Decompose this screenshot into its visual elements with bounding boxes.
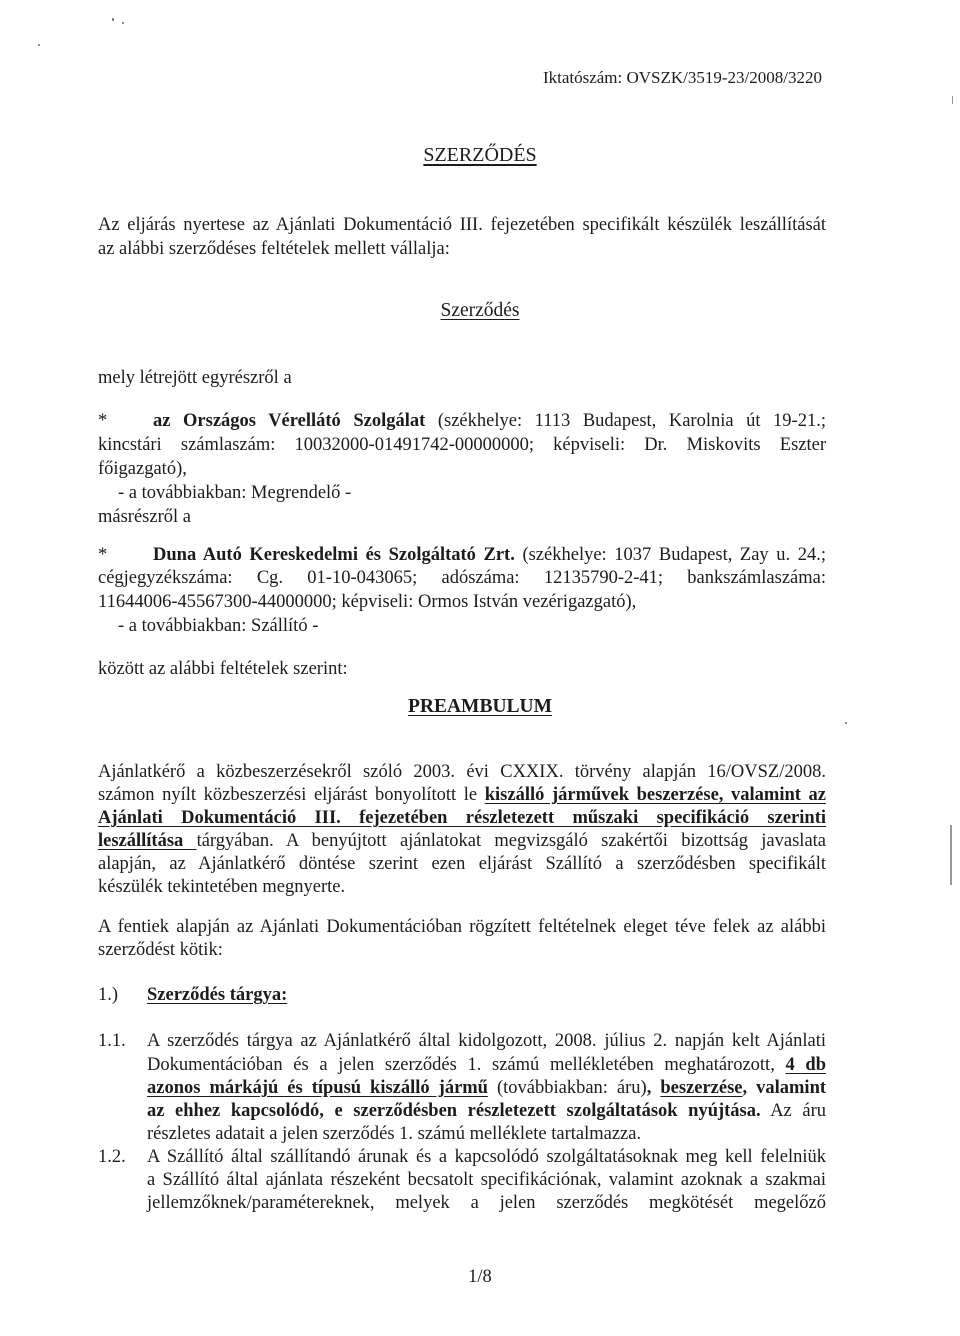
page-number: 1/8 bbox=[468, 1267, 492, 1287]
procurement-subject-end: leszállítása bbox=[98, 831, 197, 851]
party2-line-3: 11644006-45567300-44000000; képviseli: Ormos István vezérigazgató), bbox=[98, 592, 637, 612]
scan-speck bbox=[38, 44, 40, 46]
party1-name: az Országos Vérellátó Szolgálat bbox=[153, 411, 426, 431]
party1-line-1 bbox=[153, 409, 826, 433]
party1-line-2: kincstári számlaszám: 10032000-01491742-00000000; képviseli: Dr. Miskovits Eszter bbox=[98, 435, 826, 455]
scan-speck bbox=[112, 18, 114, 21]
preamble-text: számon nyílt közbeszerzési eljárást bonyolított le bbox=[98, 785, 485, 805]
intro-line-2: az alábbi szerződéses feltételek mellett vállalja: bbox=[98, 239, 450, 259]
section1-number: 1.) bbox=[98, 985, 119, 1005]
party2-bullet: * bbox=[98, 545, 108, 565]
party2-name: Duna Autó Kereskedelmi és Szolgáltató Zrt. bbox=[153, 545, 515, 565]
clause-1-1-line-2 bbox=[147, 1053, 826, 1077]
party1-line-3: főigazgató), bbox=[98, 459, 187, 479]
procurement-subject: kiszálló járművek beszerzése, valamint az bbox=[484, 785, 826, 805]
document-title: SZERZŐDÉS bbox=[423, 144, 537, 166]
quantity: 4 db bbox=[785, 1055, 827, 1075]
contract-subtitle: Szerződés bbox=[440, 300, 520, 321]
clause-1-1-line-3 bbox=[147, 1076, 826, 1100]
preamble-line-2 bbox=[98, 783, 826, 807]
clause-1-1-number: 1.1. bbox=[98, 1031, 126, 1051]
clause-1-1-line-4 bbox=[147, 1099, 826, 1123]
party1-role: - a továbbiakban: Megrendelő - bbox=[118, 483, 352, 503]
clause-comma: , bbox=[646, 1078, 661, 1098]
party2-line-1 bbox=[153, 543, 826, 567]
intro-line-1: Az eljárás nyertese az Ajánlati Dokumentáció III. fejezetében specifikált készülék leszállítását bbox=[98, 215, 826, 235]
party1-bullet: * bbox=[98, 411, 108, 431]
preamble-line-6: készülék tekintetében megnyerte. bbox=[98, 877, 346, 897]
scan-speck bbox=[122, 22, 124, 24]
party-intro: mely létrejött egyrészről a bbox=[98, 368, 292, 388]
preamble-line-5: alapján, az Ajánlatkérő döntése szerint ezen eljárást Szállító a szerződésben specifikált bbox=[98, 854, 826, 874]
preamble-title: PREAMBULUM bbox=[407, 696, 553, 717]
clause-text: (továbbiakban: áru) bbox=[487, 1078, 647, 1098]
clause-1-1-line-5: részletes adatait a jelen szerződés 1. számú melléklete tartalmazza. bbox=[147, 1124, 642, 1144]
preamble-p2-line-1: A fentiek alapján az Ajánlati Dokumentációban rögzített feltételnek eleget téve felek az alábbi bbox=[98, 917, 826, 937]
party1-closing: másrészről a bbox=[98, 507, 191, 527]
clause-1-2-number: 1.2. bbox=[98, 1147, 126, 1167]
preamble-line-3: Ajánlati Dokumentáció III. fejezetében részletezett műszaki specifikáció szerinti bbox=[98, 808, 826, 828]
between-parties: között az alábbi feltételek szerint: bbox=[98, 659, 348, 679]
preamble-line-4 bbox=[98, 829, 826, 853]
clause-1-2-line-2: a Szállító által ajánlata részeként becsatolt specifikációnak, valamint azoknak a szakmai bbox=[147, 1170, 826, 1190]
clause-1-2-line-3: jellemzőknek/paramétereknek, melyek a jelen szerződés megkötését megelőző bbox=[147, 1193, 826, 1213]
clause-1-2-line-1: A Szállító által szállítandó árunak és a kapcsolódó szolgáltatásoknak meg kell felelniük bbox=[147, 1147, 826, 1167]
preamble-text: tárgyában. A benyújtott ajánlatokat megvizsgáló szakértői bizottság javaslata bbox=[196, 831, 827, 851]
clause-1-1-line-1: A szerződés tárgya az Ajánlatkérő által kidolgozott, 2008. július 2. napján kelt Ajánlati bbox=[147, 1031, 826, 1051]
clause-text: Dokumentációban és a jelen szerződés 1. számú mellékletében meghatározott, bbox=[147, 1055, 786, 1075]
registration-number: Iktatószám: OVSZK/3519-23/2008/3220 bbox=[542, 68, 822, 87]
party2-address: (székhelye: 1037 Budapest, Zay u. 24.; bbox=[514, 545, 827, 565]
vehicle-description: azonos márkájú és típusú kiszálló jármű bbox=[147, 1078, 488, 1098]
party2-role: - a továbbiakban: Szállító - bbox=[118, 616, 319, 636]
clause-text: Az áru bbox=[760, 1101, 826, 1121]
scan-edge-mark bbox=[950, 825, 952, 885]
procurement-word: beszerzése bbox=[660, 1078, 743, 1098]
preamble-p2-line-2: szerződést kötik: bbox=[98, 940, 223, 960]
services-text: az ehhez kapcsolódó, e szerződésben részletezett szolgáltatások nyújtása. bbox=[147, 1101, 761, 1121]
party1-address: (székhelye: 1113 Budapest, Karolnia út 19-21.; bbox=[425, 411, 826, 431]
section1-title: Szerződés tárgya: bbox=[147, 985, 288, 1005]
party2-line-2: cégjegyzékszáma: Cg. 01-10-043065; adószáma: 12135790-2-41; bankszámlaszáma: bbox=[98, 568, 826, 588]
scan-edge-mark bbox=[952, 96, 953, 104]
scan-speck bbox=[845, 722, 847, 724]
clause-bold-text: , valamint bbox=[742, 1078, 827, 1098]
preamble-line-1: Ajánlatkérő a közbeszerzésekről szóló 2003. évi CXXIX. törvény alapján 16/OVSZ/2008. bbox=[98, 762, 826, 782]
